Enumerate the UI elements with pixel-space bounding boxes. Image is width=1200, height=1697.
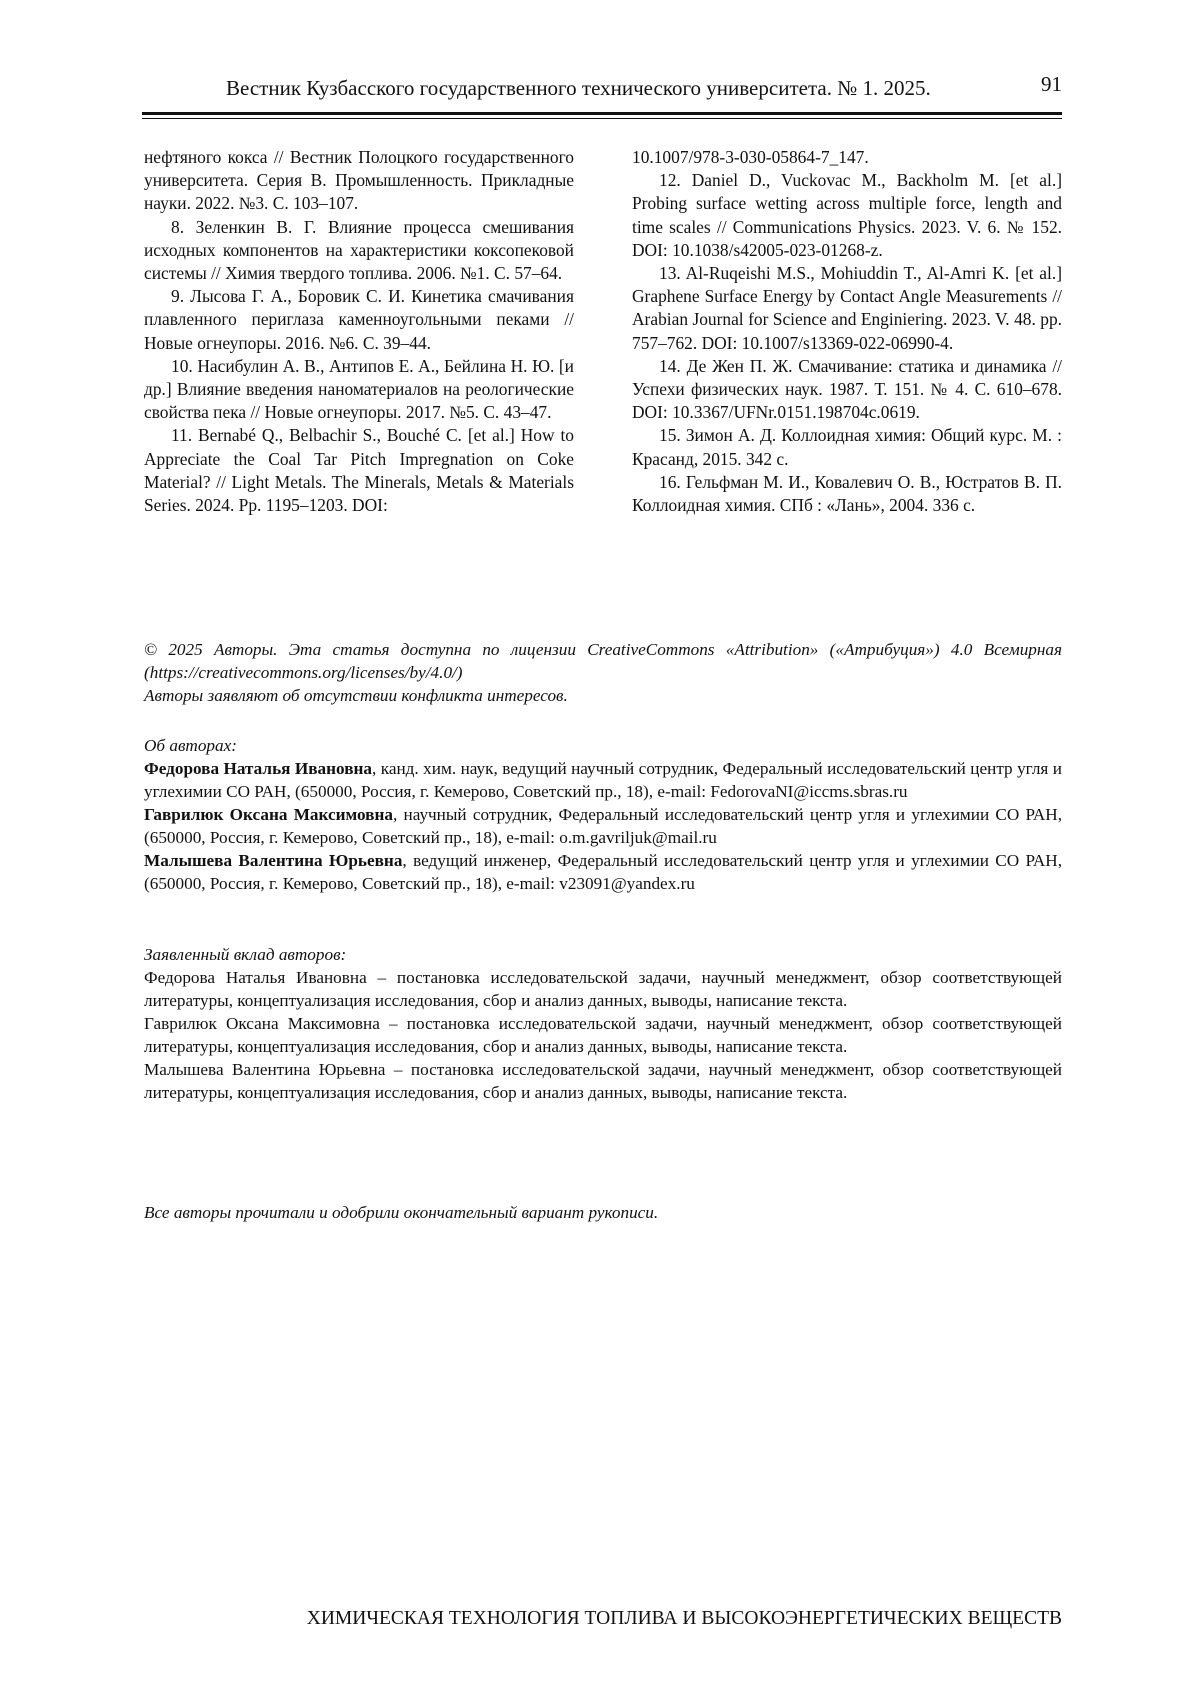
journal-title: Вестник Кузбасского государственного технического университета. № 1. 2025. [226,76,931,100]
reference-item: 10.1007/978-3-030-05864-7_147. [632,147,869,167]
contribution-item: Гаврилюк Оксана Максимовна – постановка исследовательской задачи, научный менеджмент, обзор соответствующей литературы, концептуализация исследования, сбор и анализ данных, выводы, написание текста. [144,1014,1062,1056]
author-entry [144,757,1062,803]
reference-item: 14. Де Жен П. Ж. Смачивание: статика и динамика // Успехи физических наук. 1987. Т. 151. № 4. С. 610–678. DOI: 10.3367/UFNr.0151.198704c.0619. [632,355,1062,423]
header-rule-thin [142,118,1062,119]
author-contributions [144,943,1062,1104]
author-name: Гаврилюк Оксана Максимовна [144,805,393,824]
author-details: , научный сотрудник, Федеральный исследовательский центр угля и углехимии СО РАН, (650000, Россия, г. Кемерово, Советский пр., 18), e-mail: o.m.gavriljuk@mail.ru [144,805,1062,847]
conflict-statement: Авторы заявляют об отсутствии конфликта интересов. [144,686,568,705]
reference-item: 16. Гельфман М. И., Ковалевич О. В., Юстратов В. П. Коллоидная химия. СПб : «Лань», 2004. 336 с. [632,471,1062,516]
author-name: Федорова Наталья Ивановна [144,759,373,778]
author-entry [144,849,1062,895]
references-left-column [144,146,574,517]
reference-item: 9. Лысова Г. А., Боровик С. И. Кинетика смачивания плавленного периглаза каменноугольными пеками // Новые огнеупоры. 2016. №6. С. 39–44. [144,286,574,353]
footer-section-title: ХИМИЧЕСКАЯ ТЕХНОЛОГИЯ ТОПЛИВА И ВЫСОКОЭНЕРГЕТИЧЕСКИХ ВЕЩЕСТВ [306,1608,1062,1629]
running-head [142,72,1062,116]
about-authors-caption: Об авторах: [144,736,237,755]
license-text: © 2025 Авторы. Эта статья доступна по лицензии CreativeCommons «Attribution» («Атрибуция») 4.0 Всемирная (https://creativecommons.org/licenses/by/4.0/) [144,640,1062,682]
references-right-column [632,146,1062,517]
author-details: , ведущий инженер, Федеральный исследовательский центр угля и углехимии СО РАН, (650000, Россия, г. Кемерово, Советский пр., 18), e-mail: v23091@yandex.ru [144,851,1062,893]
reference-item: 15. Зимон А. Д. Коллоидная химия: Общий курс. М. : Красанд, 2015. 342 с. [632,425,1062,469]
license-block [144,638,1062,707]
about-authors [144,734,1062,895]
reference-item: 8. Зеленкин В. Г. Влияние процесса смешивания исходных компонентов на характеристики коксопековой системы // Химия твердого топлива. 2006. №1. С. 57–64. [144,216,574,284]
author-name: Малышева Валентина Юрьевна [144,851,403,870]
approval-statement: Все авторы прочитали и одобрили окончательный вариант рукописи. [144,1203,659,1222]
contribution-item: Малышева Валентина Юрьевна – постановка исследовательской задачи, научный менеджмент, обзор соответствующей литературы, концептуализация исследования, сбор и анализ данных, выводы, написание текста. [144,1060,1062,1102]
author-details: , канд. хим. наук, ведущий научный сотрудник, Федеральный исследовательский центр угля и углехимии СО РАН, (650000, Россия, г. Кемерово, Советский пр., 18), e-mail: FedorovaNI@iccms.sbras.ru [144,759,1062,801]
approval-block [144,1201,1062,1224]
contributions-caption: Заявленный вклад авторов: [144,945,347,964]
reference-item: 10. Насибулин А. В., Антипов Е. А., Бейлина Н. Ю. [и др.] Влияние введения наноматериалов на реологические свойства пека // Новые огнеупоры. 2017. №5. С. 43–47. [144,355,574,423]
author-entry [144,803,1062,849]
reference-item: нефтяного кокса // Вестник Полоцкого государственного университета. Серия B. Промышленность. Прикладные науки. 2022. №3. С. 103–107. [144,147,574,214]
page-number: 91 [1041,72,1062,96]
reference-item: 11. Bernabé Q., Belbachir S., Bouché C. [et al.] How to Appreciate the Coal Tar Pitch Impregnation on Coke Material? // Light Metals. The Minerals, Metals & Materials Series. 2024. Pp. 1195–1203. DOI: [144,425,574,516]
reference-item: 13. Al-Ruqeishi M.S., Mohiuddin T., Al-Amri K. [et al.] Graphene Surface Energy by Contact Angle Measurements // Arabian Journal for Science and Enginiering. 2023. V. 48. pp. 757–762. DOI: 10.1007/s13369-022-06990-4. [632,263,1062,353]
reference-item: 12. Daniel D., Vuckovac M., Backholm M. [et al.] Probing surface wetting across multiple force, length and time scales // Communications Physics. 2023. V. 6. № 152. DOI: 10.1038/s42005-023-01268-z. [632,170,1062,260]
contribution-item: Федорова Наталья Ивановна – постановка исследовательской задачи, научный менеджмент, обзор соответствующей литературы, концептуализация исследования, сбор и анализ данных, выводы, написание текста. [144,968,1062,1010]
header-rule-thick [142,112,1062,115]
